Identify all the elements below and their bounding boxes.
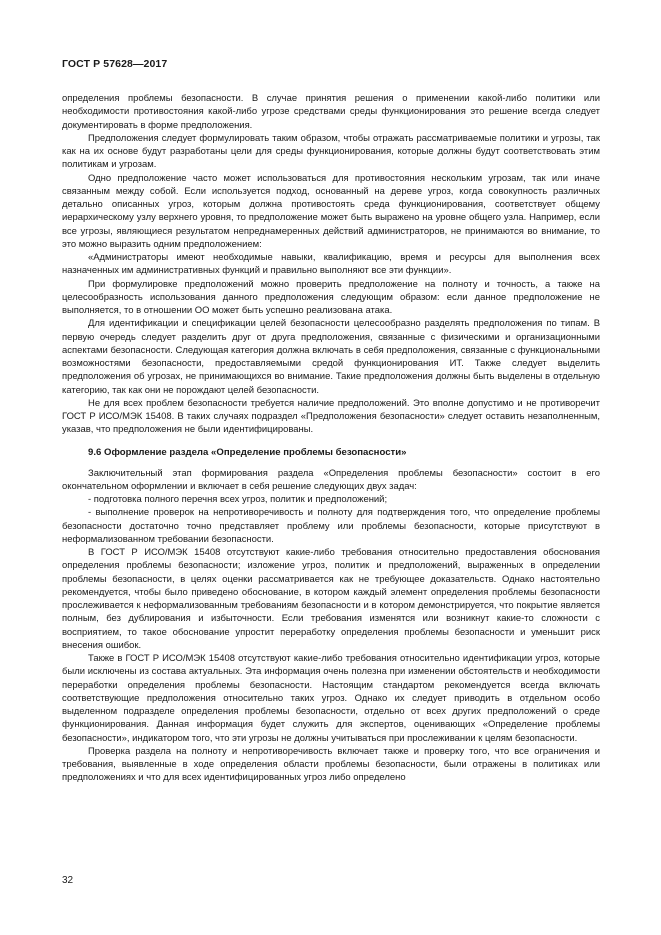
paragraph: Проверка раздела на полноту и непротиворечивость включает также и проверку того, что все ограничения и требования, выявленные в ходе определения области проблемы безопасности, были отражены в политиках или предположениях и что для всех идентифицированных угроз либо определено xyxy=(62,745,600,784)
document-header: ГОСТ Р 57628—2017 xyxy=(62,58,168,70)
document-body xyxy=(62,92,600,785)
paragraph: Предположения следует формулировать таким образом, чтобы отражать рассматриваемые политики и угрозы, так как на их основе будут разработаны цели для среды функционирования, которые должны будут соответствовать этим политикам и угрозам. xyxy=(62,132,600,171)
paragraph: определения проблемы безопасности. В случае принятия решения о применении какой-либо политики или необходимости противостояния какой-либо угрозе средствами среды функционирования это решение всегда следует документировать в форме предположения. xyxy=(62,93,600,131)
section-intro: Заключительный этап формирования раздела «Определения проблемы безопасности» состоит в его окончательном оформлении и включает в себя решение следующих двух задач: xyxy=(62,467,600,492)
paragraph: Не для всех проблем безопасности требуется наличие предположений. Это вполне допустимо и не противоречит ГОСТ Р ИСО/МЭК 15408. В таких случаях подраздел «Предположения безопасности» следует оставить незаполненным, указав, что предположения не были идентифицированы. xyxy=(62,397,600,436)
paragraph: При формулировке предположений можно проверить предположение на полноту и точность, а также на целесообразность использования данного предположения следующим образом: если данное предположение не выполняется, то в отношении ОО может быть успешно реализована атака. xyxy=(62,278,600,316)
paragraph: Также в ГОСТ Р ИСО/МЭК 15408 отсутствуют какие-либо требования относительно идентификации угроз, которые были исключены из состава актуальных. Эта информация очень полезна при изменении обстоятельств и необходимости переработки определения проблемы безопасности. Настоящим стандартом рекомендуется всегда включать соответствующие предположения относительно таких угроз. Однако их следует приводить в отдельном особо выделенном подразделе определения проблемы безопасности, отдельно от всех других предположений о среде функционирования. Данная информация будет служить для экспертов, оценивающих «Определение проблемы безопасности», индикатором того, что эти угрозы не должны учитываться при прослеживании к целям безопасности. xyxy=(62,653,600,744)
paragraph: В ГОСТ Р ИСО/МЭК 15408 отсутствуют какие-либо требования относительно предоставления обоснования определения проблемы безопасности; изложение угроз, политик и предположений, выраженных в определении проблемы безопасности, в целях оценки рассматривается как не требующее доказательств. Однако настоятельно рекомендуется, чтобы было приведено обоснование, в котором каждый элемент определения проблемы безопасности прослеживается к неформализованным требованиям безопасности и в котором демонстрируется, что покрытие является полным, без дублирования и избыточности. Если требования изменятся или возникнут какие-то сложности с восприятием, то такое обоснование упростит переработку определения проблемы безопасности и уменьшит риск внесения ошибок. xyxy=(62,547,600,651)
section-heading: 9.6 Оформление раздела «Определение проблемы безопасности» xyxy=(88,446,407,458)
quote-paragraph: «Администраторы имеют необходимые навыки, квалификацию, время и ресурсы для выполнения всех назначенных им административных функций и правильно выполняют все эти функции». xyxy=(62,252,600,277)
list-item: - выполнение проверок на непротиворечивость и полноту для подтверждения того, что определение проблемы безопасности достаточно точно представляет проблему или проблемы безопасности, которые присутствуют в неформализованном требовании безопасности. xyxy=(62,507,600,545)
document-page xyxy=(62,58,600,785)
paragraph: Для идентификации и спецификации целей безопасности целесообразно разделять предположения по типам. В первую очередь следует разделить друг от друга предположения, связанные с физическими и организационными аспектами безопасности. Следующая категория должна включать в себя предположения, связанные с функциональными возможностями безопасности, предоставляемыми средой функционирования ИТ. Также следует выделить предположения об угрозах, не принимающихся во внимание. Такие предположения должны быть выделены в отдельную категорию, так как они не порождают целей безопасности. xyxy=(62,318,600,396)
list-item: - подготовка полного перечня всех угроз, политик и предположений; xyxy=(88,494,388,505)
paragraph: Одно предположение часто может использоваться для противостояния нескольким угрозам, так или иначе связанным между собой. Если используется подход, основанный на дереве угроз, когда совокупность различных детально описанных угроз, которым должна противостоять среда функционирования, соответствует общему иерархическому узлу верхнего уровня, то предположение может быть выражено на уровне общего узла. Например, если все угрозы, являющиеся результатом непреднамеренных действий администраторов, не принимаются во внимание, то это можно выразить одним предположением: xyxy=(62,172,600,250)
page-number: 32 xyxy=(62,875,74,886)
